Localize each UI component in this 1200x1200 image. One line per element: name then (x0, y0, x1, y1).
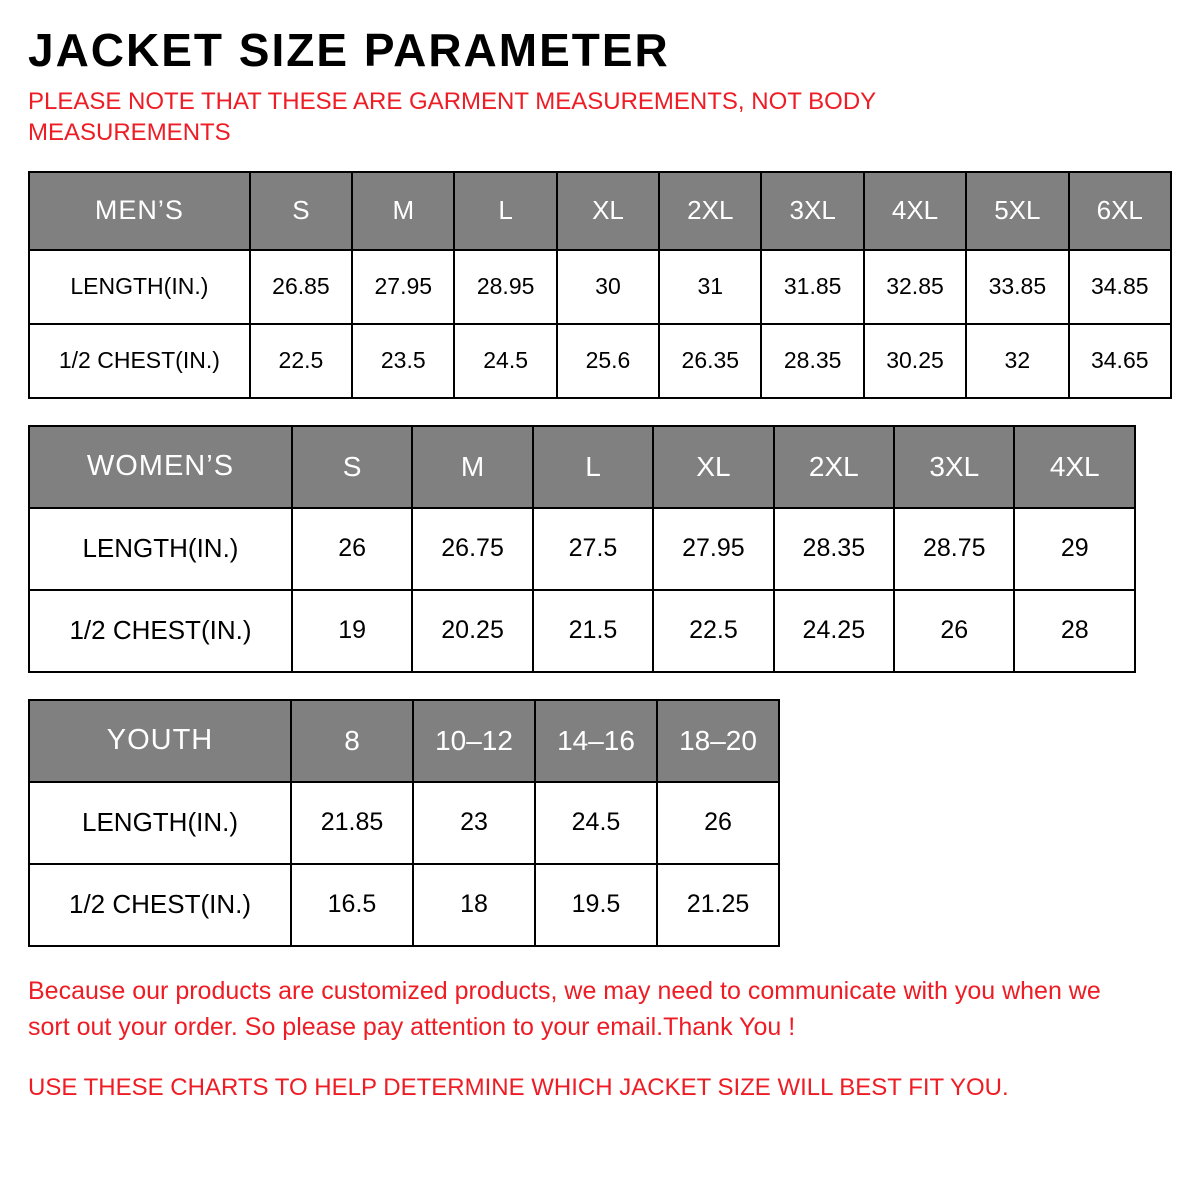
cell: 27.95 (653, 508, 773, 590)
cell: 28.35 (774, 508, 894, 590)
cell: 28.75 (894, 508, 1014, 590)
row-label: LENGTH(IN.) (29, 782, 291, 864)
cell: 34.65 (1069, 324, 1171, 398)
cell: 30 (557, 250, 659, 324)
youth-size-table (28, 699, 780, 947)
table-header-row (29, 172, 1171, 250)
table-row (29, 508, 1135, 590)
cell: 23.5 (352, 324, 454, 398)
cell: 26 (292, 508, 412, 590)
cell: 26 (894, 590, 1014, 672)
cell: 27.95 (352, 250, 454, 324)
mens-size-table (28, 171, 1172, 399)
cell: 26.35 (659, 324, 761, 398)
cell: 31 (659, 250, 761, 324)
cell: 29 (1014, 508, 1135, 590)
cell: 18 (413, 864, 535, 946)
mens-size-header: S (250, 172, 352, 250)
table-row (29, 590, 1135, 672)
cell: 19.5 (535, 864, 657, 946)
row-label: 1/2 CHEST(IN.) (29, 324, 250, 398)
cell: 23 (413, 782, 535, 864)
cell: 21.5 (533, 590, 653, 672)
mens-size-header: XL (557, 172, 659, 250)
womens-size-header: L (533, 426, 653, 508)
cell: 32.85 (864, 250, 966, 324)
table-row (29, 324, 1171, 398)
mens-size-header: 5XL (966, 172, 1068, 250)
womens-size-header: M (412, 426, 532, 508)
cell: 21.85 (291, 782, 413, 864)
cell: 26 (657, 782, 779, 864)
womens-size-header: 2XL (774, 426, 894, 508)
womens-size-header: S (292, 426, 412, 508)
womens-size-header: 3XL (894, 426, 1014, 508)
table-row (29, 864, 779, 946)
mens-category-label: MEN’S (29, 172, 250, 250)
womens-size-table (28, 425, 1136, 673)
footer-note-customization: Because our products are customized products, we may need to communicate with you when we sort out your order. So please pay attention to your email.Thank You ! (28, 976, 1101, 1041)
row-label: 1/2 CHEST(IN.) (29, 590, 292, 672)
row-label: LENGTH(IN.) (29, 250, 250, 324)
cell: 33.85 (966, 250, 1068, 324)
cell: 32 (966, 324, 1068, 398)
cell: 31.85 (761, 250, 863, 324)
page-title: JACKET SIZE PARAMETER (28, 24, 670, 76)
cell: 28.35 (761, 324, 863, 398)
top-note: PLEASE NOTE THAT THESE ARE GARMENT MEASUREMENTS, NOT BODY MEASUREMENTS (28, 88, 876, 147)
table-row (29, 782, 779, 864)
cell: 24.5 (454, 324, 556, 398)
cell: 24.25 (774, 590, 894, 672)
mens-size-header: M (352, 172, 454, 250)
cell: 26.75 (412, 508, 532, 590)
womens-category-label: WOMEN’S (29, 426, 292, 508)
mens-size-header: 3XL (761, 172, 863, 250)
mens-size-header: L (454, 172, 556, 250)
cell: 28.95 (454, 250, 556, 324)
table-header-row (29, 426, 1135, 508)
cell: 21.25 (657, 864, 779, 946)
cell: 30.25 (864, 324, 966, 398)
row-label: 1/2 CHEST(IN.) (29, 864, 291, 946)
youth-category-label: YOUTH (29, 700, 291, 782)
cell: 28 (1014, 590, 1135, 672)
youth-size-header: 10–12 (413, 700, 535, 782)
cell: 26.85 (250, 250, 352, 324)
cell: 27.5 (533, 508, 653, 590)
footer-note-usage: USE THESE CHARTS TO HELP DETERMINE WHICH JACKET SIZE WILL BEST FIT YOU. (28, 1074, 1009, 1102)
womens-size-header: 4XL (1014, 426, 1135, 508)
table-row (29, 250, 1171, 324)
cell: 24.5 (535, 782, 657, 864)
cell: 34.85 (1069, 250, 1171, 324)
youth-size-header: 8 (291, 700, 413, 782)
row-label: LENGTH(IN.) (29, 508, 292, 590)
table-header-row (29, 700, 779, 782)
cell: 19 (292, 590, 412, 672)
youth-size-header: 14–16 (535, 700, 657, 782)
cell: 20.25 (412, 590, 532, 672)
cell: 22.5 (653, 590, 773, 672)
cell: 22.5 (250, 324, 352, 398)
mens-size-header: 4XL (864, 172, 966, 250)
youth-size-header: 18–20 (657, 700, 779, 782)
mens-size-header: 2XL (659, 172, 761, 250)
cell: 25.6 (557, 324, 659, 398)
womens-size-header: XL (653, 426, 773, 508)
mens-size-header: 6XL (1069, 172, 1171, 250)
cell: 16.5 (291, 864, 413, 946)
